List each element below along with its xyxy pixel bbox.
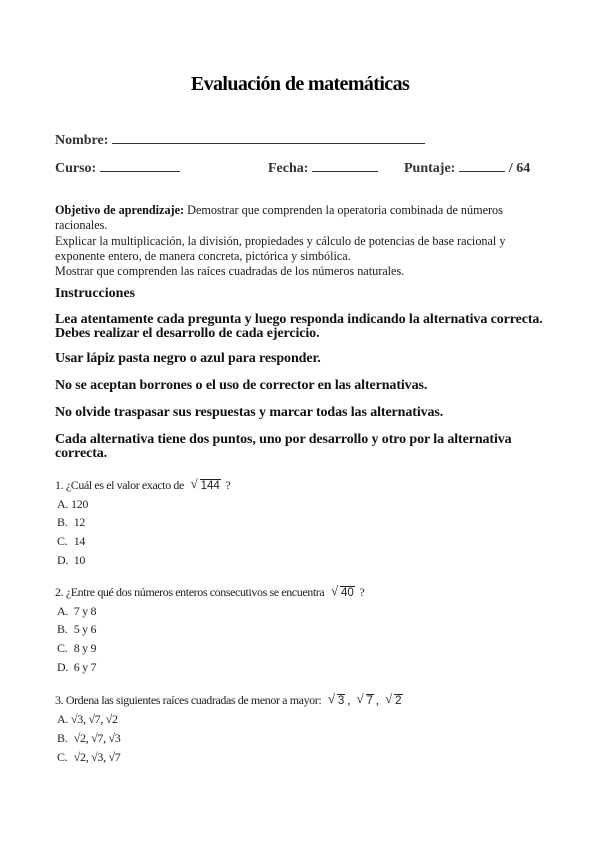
separator: , xyxy=(375,693,379,707)
nombre-field xyxy=(55,132,425,149)
option-b[interactable] xyxy=(57,515,85,530)
radical-sign-icon: √ xyxy=(330,583,338,598)
radicand: 144 xyxy=(200,480,220,492)
option-label: B. xyxy=(57,622,68,636)
radical-sign-icon: √ xyxy=(356,691,364,706)
radical-sign-icon: √ xyxy=(327,691,335,706)
option-a[interactable] xyxy=(57,497,88,512)
option-text: 5 y 6 xyxy=(73,622,97,636)
page-title: Evaluación de matemáticas xyxy=(190,73,410,95)
question-number: 2. xyxy=(55,585,64,599)
option-label: C. xyxy=(57,750,68,764)
instruction-item: No se aceptan borrones o el uso de corrector en las alternativas. xyxy=(55,378,428,393)
square-root-expression xyxy=(328,693,345,708)
learning-objective xyxy=(55,203,525,279)
puntaje-label: Puntaje: xyxy=(404,161,456,176)
fecha-field xyxy=(268,160,378,177)
question-text: ¿Cuál es el valor exacto de xyxy=(65,478,184,492)
option-c[interactable] xyxy=(57,534,85,549)
objective-text-1: Demostrar que comprenden la operatoria combinada de números racionales. xyxy=(55,203,503,233)
puntaje-blank-line[interactable] xyxy=(459,160,505,172)
radical-sign-icon: √ xyxy=(190,476,198,491)
option-d[interactable] xyxy=(57,553,85,568)
option-label: D. xyxy=(57,553,69,567)
option-d[interactable] xyxy=(57,660,96,675)
option-text: 14 xyxy=(73,534,86,548)
option-label: A. xyxy=(57,497,69,511)
fecha-label: Fecha: xyxy=(268,161,309,176)
option-label: B. xyxy=(57,515,68,529)
square-root-expression xyxy=(331,585,355,600)
radicand: 3 xyxy=(337,695,345,707)
puntaje-field xyxy=(404,160,530,177)
nombre-blank-line[interactable] xyxy=(112,132,425,144)
square-root-expression xyxy=(385,693,402,708)
instructions-heading: Instrucciones xyxy=(55,286,136,301)
option-label: C. xyxy=(57,534,68,548)
question-text: Ordena las siguientes raíces cuadradas de menor a mayor: xyxy=(65,693,322,707)
option-c[interactable] xyxy=(57,750,120,765)
option-label: D. xyxy=(57,660,69,674)
curso-blank-line[interactable] xyxy=(100,160,180,172)
option-b[interactable] xyxy=(57,622,96,637)
radical-sign-icon: √ xyxy=(385,691,392,706)
option-text: 120 xyxy=(71,497,89,511)
question-number: 1. xyxy=(55,478,64,492)
option-text: √2, √7, √3 xyxy=(73,731,121,745)
instruction-item: No olvide traspasar sus respuestas y marcar todas las alternativas. xyxy=(55,405,444,420)
option-c[interactable] xyxy=(57,641,96,656)
question-number: 3. xyxy=(55,693,64,707)
radicand: 40 xyxy=(340,587,354,599)
square-root-expression xyxy=(191,478,221,493)
option-text: √3, √7, √2 xyxy=(71,712,118,726)
puntaje-total: / 64 xyxy=(508,161,531,176)
option-a[interactable] xyxy=(57,712,118,727)
radicand: 7 xyxy=(366,695,373,707)
option-label: C. xyxy=(57,641,68,655)
option-text: 12 xyxy=(73,515,86,529)
separator: , xyxy=(347,693,350,707)
instruction-item: Lea atentamente cada pregunta y luego responda indicando la alternativa correcta. Debes realizar el desarrollo de cada ejercicio. xyxy=(55,312,543,341)
objective-label: Objetivo de aprendizaje: xyxy=(55,203,185,217)
instruction-item: Cada alternativa tiene dos puntos, uno por desarrollo y otro por la alternativa correcta. xyxy=(55,432,512,461)
curso-label: Curso: xyxy=(55,161,97,176)
option-text: √2, √3, √7 xyxy=(73,750,121,764)
square-root-expression xyxy=(357,693,374,708)
fecha-blank-line[interactable] xyxy=(312,160,378,172)
question-1 xyxy=(55,478,230,493)
option-label: A. xyxy=(57,712,69,726)
question-suffix: ? xyxy=(359,585,365,599)
objective-text-2: Explicar la multiplicación, la división, propiedades y cálculo de potencias de base racional y exponente entero, de manera concreta, pictórica y simbólica. xyxy=(55,233,506,263)
option-label: B. xyxy=(57,731,68,745)
radicand: 2 xyxy=(395,695,402,707)
option-text: 6 y 7 xyxy=(73,660,97,674)
option-b[interactable] xyxy=(57,731,120,746)
nombre-label: Nombre: xyxy=(55,133,109,148)
question-text: ¿Entre qué dos números enteros consecutivos se encuentra xyxy=(65,585,325,599)
option-a[interactable] xyxy=(57,604,96,619)
option-label: A. xyxy=(57,604,69,618)
option-text: 8 y 9 xyxy=(73,641,97,655)
instruction-item: Usar lápiz pasta negro o azul para responder. xyxy=(55,351,321,366)
question-3 xyxy=(55,693,405,708)
option-text: 7 y 8 xyxy=(73,604,97,618)
option-text: 10 xyxy=(73,553,86,567)
question-suffix: ? xyxy=(225,478,231,492)
objective-text-3: Mostrar que comprenden las raíces cuadradas de los números naturales. xyxy=(55,264,405,279)
curso-field xyxy=(55,160,180,177)
question-2 xyxy=(55,585,364,600)
